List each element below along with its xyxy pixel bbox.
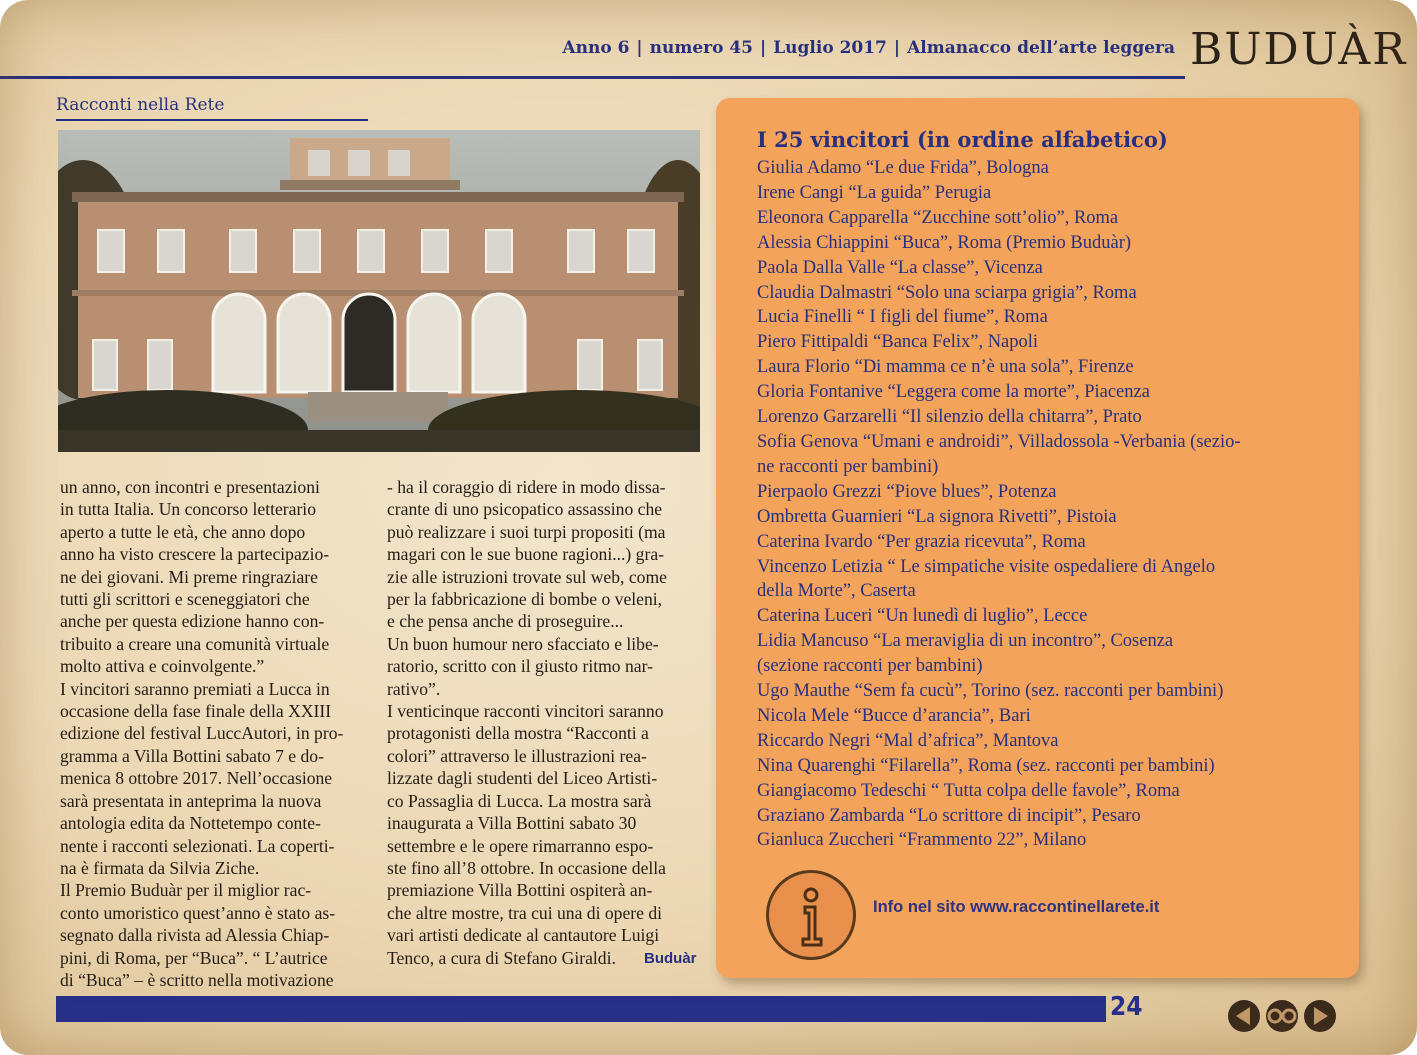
winner-item: Graziano Zambarda “Lo scrittore di incipit”, Pesaro (757, 805, 1141, 826)
winner-item: Lorenzo Garzarelli “Il silenzio della chitarra”, Prato (757, 407, 1142, 428)
winner-item: Ugo Mauthe “Sem fa cucù”, Torino (sez. racconti per bambini) (757, 681, 1224, 702)
issue-year: Anno 6 (562, 38, 630, 58)
winner-item: Gloria Fontanive “Leggera come la morte”, Piacenza (757, 382, 1150, 403)
page-number: 24 (1110, 992, 1143, 1022)
issue-date: Luglio 2017 (773, 38, 887, 58)
issue-number: numero 45 (649, 38, 754, 58)
section-title: Racconti nella Rete (56, 95, 225, 115)
winner-item: Pierpaolo Grezzi “Piove blues”, Potenza (757, 481, 1057, 502)
villa-illustration (58, 130, 700, 452)
footer-bar (56, 996, 1106, 1022)
winner-item: Laura Florio “Di mamma ce n’è una sola”, Firenze (757, 357, 1134, 378)
article-column-1: un anno, con incontri e presentazioni in tutta Italia. Un concorso letterario aperto a tutte le età, che anno dopo anno ha visto crescere la partecipazio- ne dei giovani. Mi preme ringraziare tutti gli scrittori e sceneggiatori che anche per questa edizione hanno con- tribuito a creare una comunità virtuale molto attiva e coinvolgente.” I vincitori saranno premiati a Lucca in occasione della fase finale della XXIII edizione del festival LuccAutori, in pro- gramma a Villa Bottini sabato 7 e do- menica 8 ottobre 2017. Nell’occasione sarà presentata in anteprima la nuova antologia edita da Nottetempo conte- nente i racconti selezionati. La coperti- na è firmata da Silvia Ziche. Il Premio Buduàr per il miglior rac- conto umoristico quest’anno è stato as- segnato dalla rivista ad Alessia Chiap- pini, di Roma, per “Buca”. “ L’autrice di “Buca” – è scritto nella motivazione (60, 477, 344, 990)
winner-item: Vincenzo Letizia “ Le simpatiche visite ospedaliere di Angelo della Morte”, Caserta (757, 556, 1216, 602)
header-issue-line: Anno 6 | numero 45 | Luglio 2017 | Almanacco dell’arte leggera (562, 38, 1175, 58)
winner-item: Caterina Luceri “Un lunedì di luglio”, Lecce (757, 606, 1088, 627)
page-navigation (1226, 998, 1338, 1034)
winner-item: Riccardo Negri “Mal d’africa”, Mantova (757, 730, 1059, 751)
winner-item: Alessia Chiappini “Buca”, Roma (Premio Buduàr) (757, 232, 1132, 253)
winner-item: Caterina Ivardo “Per grazia ricevuta”, Roma (757, 531, 1086, 552)
article-signature: Buduàr (644, 950, 697, 967)
winners-list (757, 156, 1347, 853)
buduar-logo: BUDUÀR (1190, 24, 1408, 75)
winner-item: Nicola Mele “Bucce d’arancia”, Bari (757, 705, 1031, 726)
issue-subtitle: Almanacco dell’arte leggera (907, 38, 1175, 58)
winner-item: Nina Quarenghi “Filarella”, Roma (sez. racconti per bambini) (757, 755, 1215, 776)
winner-item: Ombretta Guarnieri “La signora Rivetti”, Pistoia (757, 506, 1117, 527)
winner-item: Giulia Adamo “Le due Frida”, Bologna (757, 158, 1049, 178)
winners-title: I 25 vincitori (in ordine alfabetico) (757, 127, 1168, 152)
home-icon[interactable] (1266, 1000, 1298, 1032)
prev-arrow-icon[interactable] (1228, 1000, 1260, 1032)
winner-item: Sofia Genova “Umani e androidi”, Villadossola -Verbania (sezio- ne racconti per bambini) (757, 431, 1241, 477)
next-arrow-icon[interactable] (1304, 1000, 1336, 1032)
info-i-icon (766, 870, 856, 960)
villa-bottini-photo (58, 130, 700, 452)
winner-item: Piero Fittipaldi “Banca Felix”, Napoli (757, 332, 1039, 353)
winner-item: Claudia Dalmastri “Solo una sciarpa grigia”, Roma (757, 282, 1137, 303)
article-column-2: - ha il coraggio di ridere in modo dissa- crante di uno psicopatico assassino che può realizzare i suoi turpi propositi (ma magari con le sue buone ragioni...) gra- zie alle istruzioni trovate sul web, come per la fabbricazione di bombe o veleni, e che pensa anche di proseguire... Un buon humour nero sfacciato e libe- ratorio, scritto con il giusto ritmo nar- rativo”. I venticinque racconti vincitori saranno protagonisti della mostra “Racconti a colori” attraverso le illustrazioni rea- lizzate dagli studenti del Liceo Artisti- co Passaglia di Lucca. La mostra sarà inaugurata a Villa Bottini sabato 30 settembre e le opere rimarranno espo- ste fino all’8 ottobre. In occasione della premiazione Villa Bottini ospiterà an- che altre mostre, tra cui una di opere di vari artisti dedicate al cantautore Luigi Tenco, a cura di Stefano Giraldi. (387, 477, 667, 968)
winner-item: Lidia Mancuso “La meraviglia di un incontro”, Cosenza (sezione racconti per bambini) (757, 631, 1174, 677)
winner-item: Lucia Finelli “ I figli del fiume”, Roma (757, 307, 1048, 328)
winner-item: Paola Dalla Valle “La classe”, Vicenza (757, 257, 1043, 278)
winner-item: Giangiacomo Tedeschi “ Tutta colpa delle favole”, Roma (757, 780, 1180, 801)
winner-item: Gianluca Zuccheri “Frammento 22”, Milano (757, 830, 1087, 851)
winner-item: Irene Cangi “La guida” Perugia (757, 182, 992, 203)
winner-item: Eleonora Capparella “Zucchine sott’olio”, Roma (757, 207, 1119, 228)
section-rule (56, 119, 368, 121)
header-rule (0, 76, 1185, 79)
info-website-link[interactable]: Info nel sito www.raccontinellarete.it (873, 898, 1160, 916)
